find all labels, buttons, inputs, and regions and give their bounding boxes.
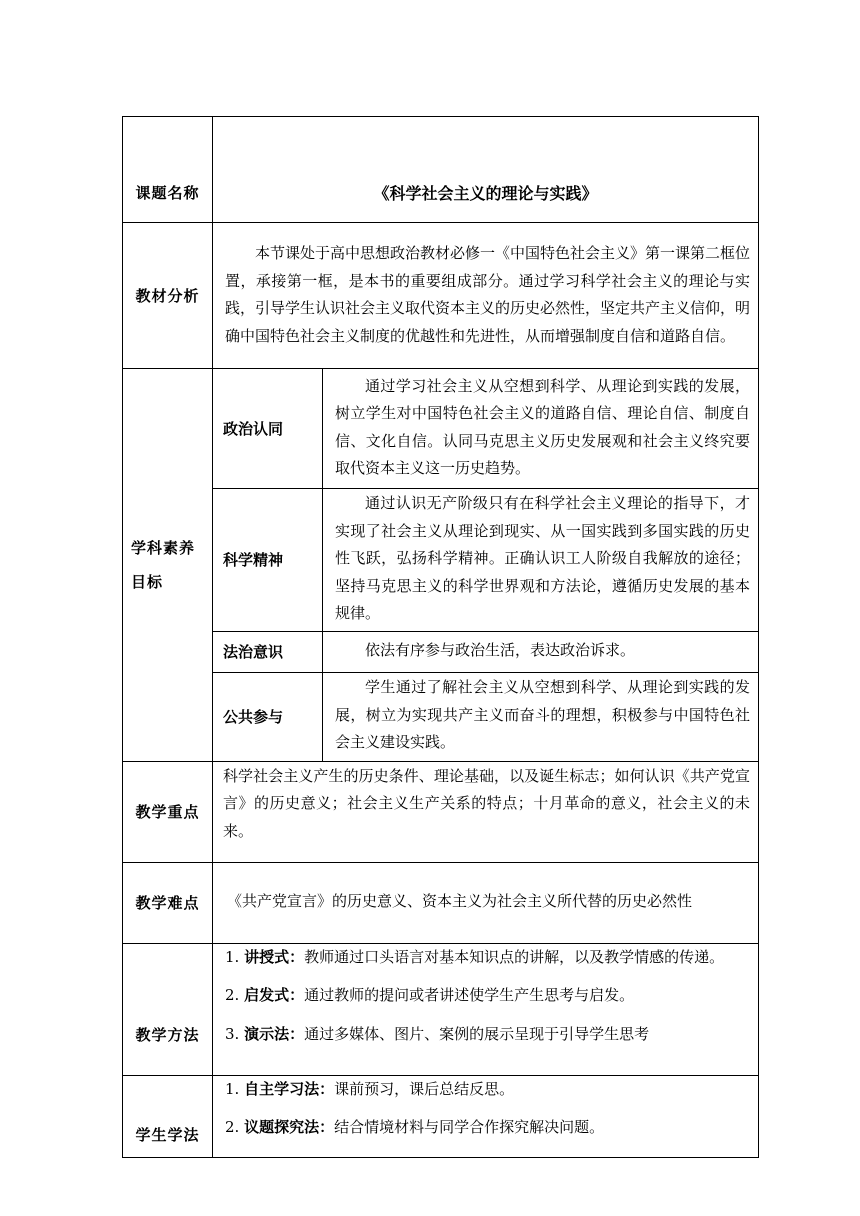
key-points-label: 教学重点 xyxy=(123,761,213,862)
goal-name-science: 科学精神 xyxy=(213,489,323,632)
method-name: 启发式： xyxy=(244,986,305,1004)
material-text: 本节课处于高中思想政治教材必修一《中国特色社会主义》第一课第二框位置，承接第一框，是本书的重要组成部分。通过学习科学社会主义的理论与实践，引导学生认识社会主义取代资本主义的历史必然性，坚定共产主义信仰，明确中国特色社会主义制度的优越性和先进性，从而增强制度自信和道路自信。 xyxy=(213,223,759,369)
method-item xyxy=(225,982,750,1010)
study-item xyxy=(225,1114,750,1142)
methods-list xyxy=(213,943,759,1075)
methods-label: 教学方法 xyxy=(123,943,213,1075)
row-material xyxy=(123,223,759,369)
study-name: 议题探究法： xyxy=(244,1118,335,1136)
goal-name-public: 公共参与 xyxy=(213,672,323,761)
row-key-points xyxy=(123,761,759,862)
lesson-plan-table xyxy=(122,116,759,1158)
goal-name-law: 法治意识 xyxy=(213,631,323,672)
method-text: 通过教师的提问或者讲述使学生产生思考与启发。 xyxy=(304,986,635,1004)
goals-label-line1: 学科素养 xyxy=(131,538,196,557)
study-name: 自主学习法： xyxy=(244,1079,335,1098)
key-points-text: 科学社会主义产生的历史条件、理论基础，以及诞生标志；如何认识《共产党宣言》的历史意义；社会主义生产关系的特点；十月革命的意义，社会主义的未来。 xyxy=(213,761,759,862)
goals-label xyxy=(123,369,213,762)
study-label: 学生学法 xyxy=(123,1075,213,1157)
difficulties-label: 教学难点 xyxy=(123,862,213,943)
material-label: 教材分析 xyxy=(123,223,213,369)
row-difficulties xyxy=(123,862,759,943)
goal-text-law: 依法有序参与政治生活，表达政治诉求。 xyxy=(323,631,759,672)
study-text: 课前预习，课后总结反思。 xyxy=(334,1079,515,1098)
method-item xyxy=(225,944,750,972)
goals-label-line2: 目标 xyxy=(131,572,164,591)
method-num: 3. xyxy=(225,1024,240,1043)
goal-name-political: 政治认同 xyxy=(213,369,323,489)
method-name: 讲授式： xyxy=(244,947,305,966)
row-goal-political xyxy=(123,369,759,489)
method-name: 演示法： xyxy=(244,1024,305,1043)
goal-text-public: 学生通过了解社会主义从空想到科学、从理论到实践的发展，树立为实现共产主义而奋斗的理想，积极参与中国特色社会主义建设实践。 xyxy=(323,672,759,761)
method-text: 通过多媒体、图片、案例的展示呈现于引导学生思考 xyxy=(304,1024,650,1043)
method-num: 1. xyxy=(225,947,240,966)
study-text: 结合情境材料与同学合作探究解决问题。 xyxy=(334,1118,605,1136)
study-num: 1. xyxy=(225,1079,240,1098)
row-topic xyxy=(123,117,759,223)
row-goal-science xyxy=(123,489,759,632)
row-methods xyxy=(123,943,759,1075)
row-goal-public xyxy=(123,672,759,761)
topic-title: 《科学社会主义的理论与实践》 xyxy=(213,117,759,223)
method-num: 2. xyxy=(225,986,240,1004)
goal-text-political: 通过学习社会主义从空想到科学、从理论到实践的发展，树立学生对中国特色社会主义的道路自信、理论自信、制度自信、文化自信。认同马克思主义历史发展观和社会主义终究要取代资本主义这一历史趋势。 xyxy=(323,369,759,489)
difficulties-text: 《共产党宣言》的历史意义、资本主义为社会主义所代替的历史必然性 xyxy=(213,862,759,943)
method-text: 教师通过口头语言对基本知识点的讲解，以及教学情感的传递。 xyxy=(304,947,725,966)
study-num: 2. xyxy=(225,1118,240,1136)
row-goal-law xyxy=(123,631,759,672)
goal-text-science: 通过认识无产阶级只有在科学社会主义理论的指导下，才实现了社会主义从理论到现实、从一国实践到多国实践的历史性飞跃，弘扬科学精神。正确认识工人阶级自我解放的途径；坚持马克思主义的科学世界观和方法论，遵循历史发展的基本规律。 xyxy=(323,489,759,632)
study-list xyxy=(213,1075,759,1157)
row-study xyxy=(123,1075,759,1157)
topic-label: 课题名称 xyxy=(123,117,213,223)
study-item xyxy=(225,1076,750,1104)
method-item xyxy=(225,1021,750,1049)
